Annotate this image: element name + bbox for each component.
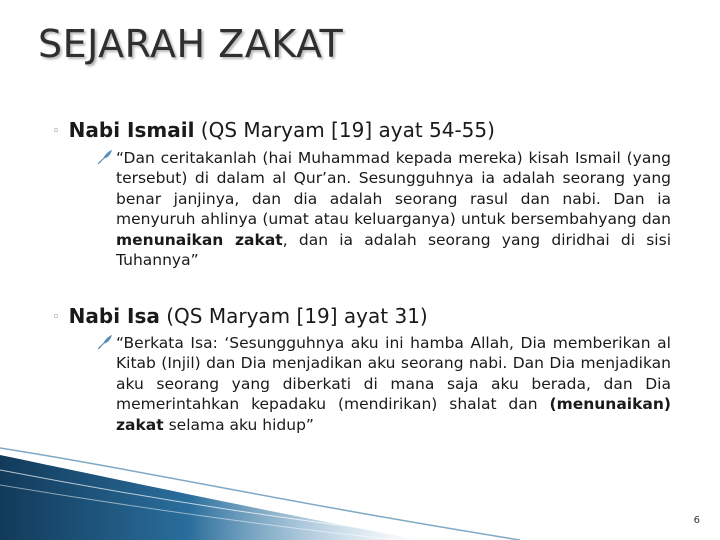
quote-emphasis: (menunaikan) zakat [116,395,671,434]
quote-text-part: selama aku hidup” [163,415,314,434]
quote-text [116,333,671,435]
quill-bullet-icon [96,335,112,351]
quote-text-part: , dan ia adalah seorang yang diridhai di sisi Tuhannya” [116,230,671,270]
bullet-nabi-ismail [52,118,495,142]
heading-reference: (QS Maryam [19] ayat 31) [166,304,428,328]
bullet-nabi-isa [52,304,428,328]
quote-text-part: “Dan ceritakanlah (hai Muhammad kepada mereka) kisah Ismail (yang tersebut) di dalam al Qur’an. Sesungguhnya ia adalah seorang yang benar janjinya, dan dia adalah seorang rasul dan nabi. Dan ia menyuruh ahlinya (umat atau keluarganya) untuk bersembahyang dan [116,149,671,229]
quill-bullet-icon [96,150,112,166]
ring-bullet-icon: ◦ [52,124,60,139]
quote-text [116,148,671,270]
ring-bullet-icon: ◦ [52,310,60,325]
heading-reference: (QS Maryam [19] ayat 54-55) [200,118,495,142]
quote-text-part: “Berkata Isa: ‘Sesungguhnya aku ini hamba Allah, Dia memberikan al Kitab (Injil) dan Dia menjadikan aku seorang nabi. Dan Dia menjadikan aku seorang yang diberkati di mana saja aku berada, dan Dia memerintahkan kepadaku (mendirikan) shalat dan [116,334,671,414]
quote-isa [116,333,671,435]
wave-decoration [0,440,720,540]
slide-title: SEJARAH ZAKAT [38,22,344,66]
quote-ismail [116,148,671,270]
heading-name: Nabi Isa [68,304,160,328]
heading-name: Nabi Ismail [68,118,195,142]
page-number: 6 [693,515,700,526]
quote-emphasis: menunaikan zakat [116,230,283,249]
